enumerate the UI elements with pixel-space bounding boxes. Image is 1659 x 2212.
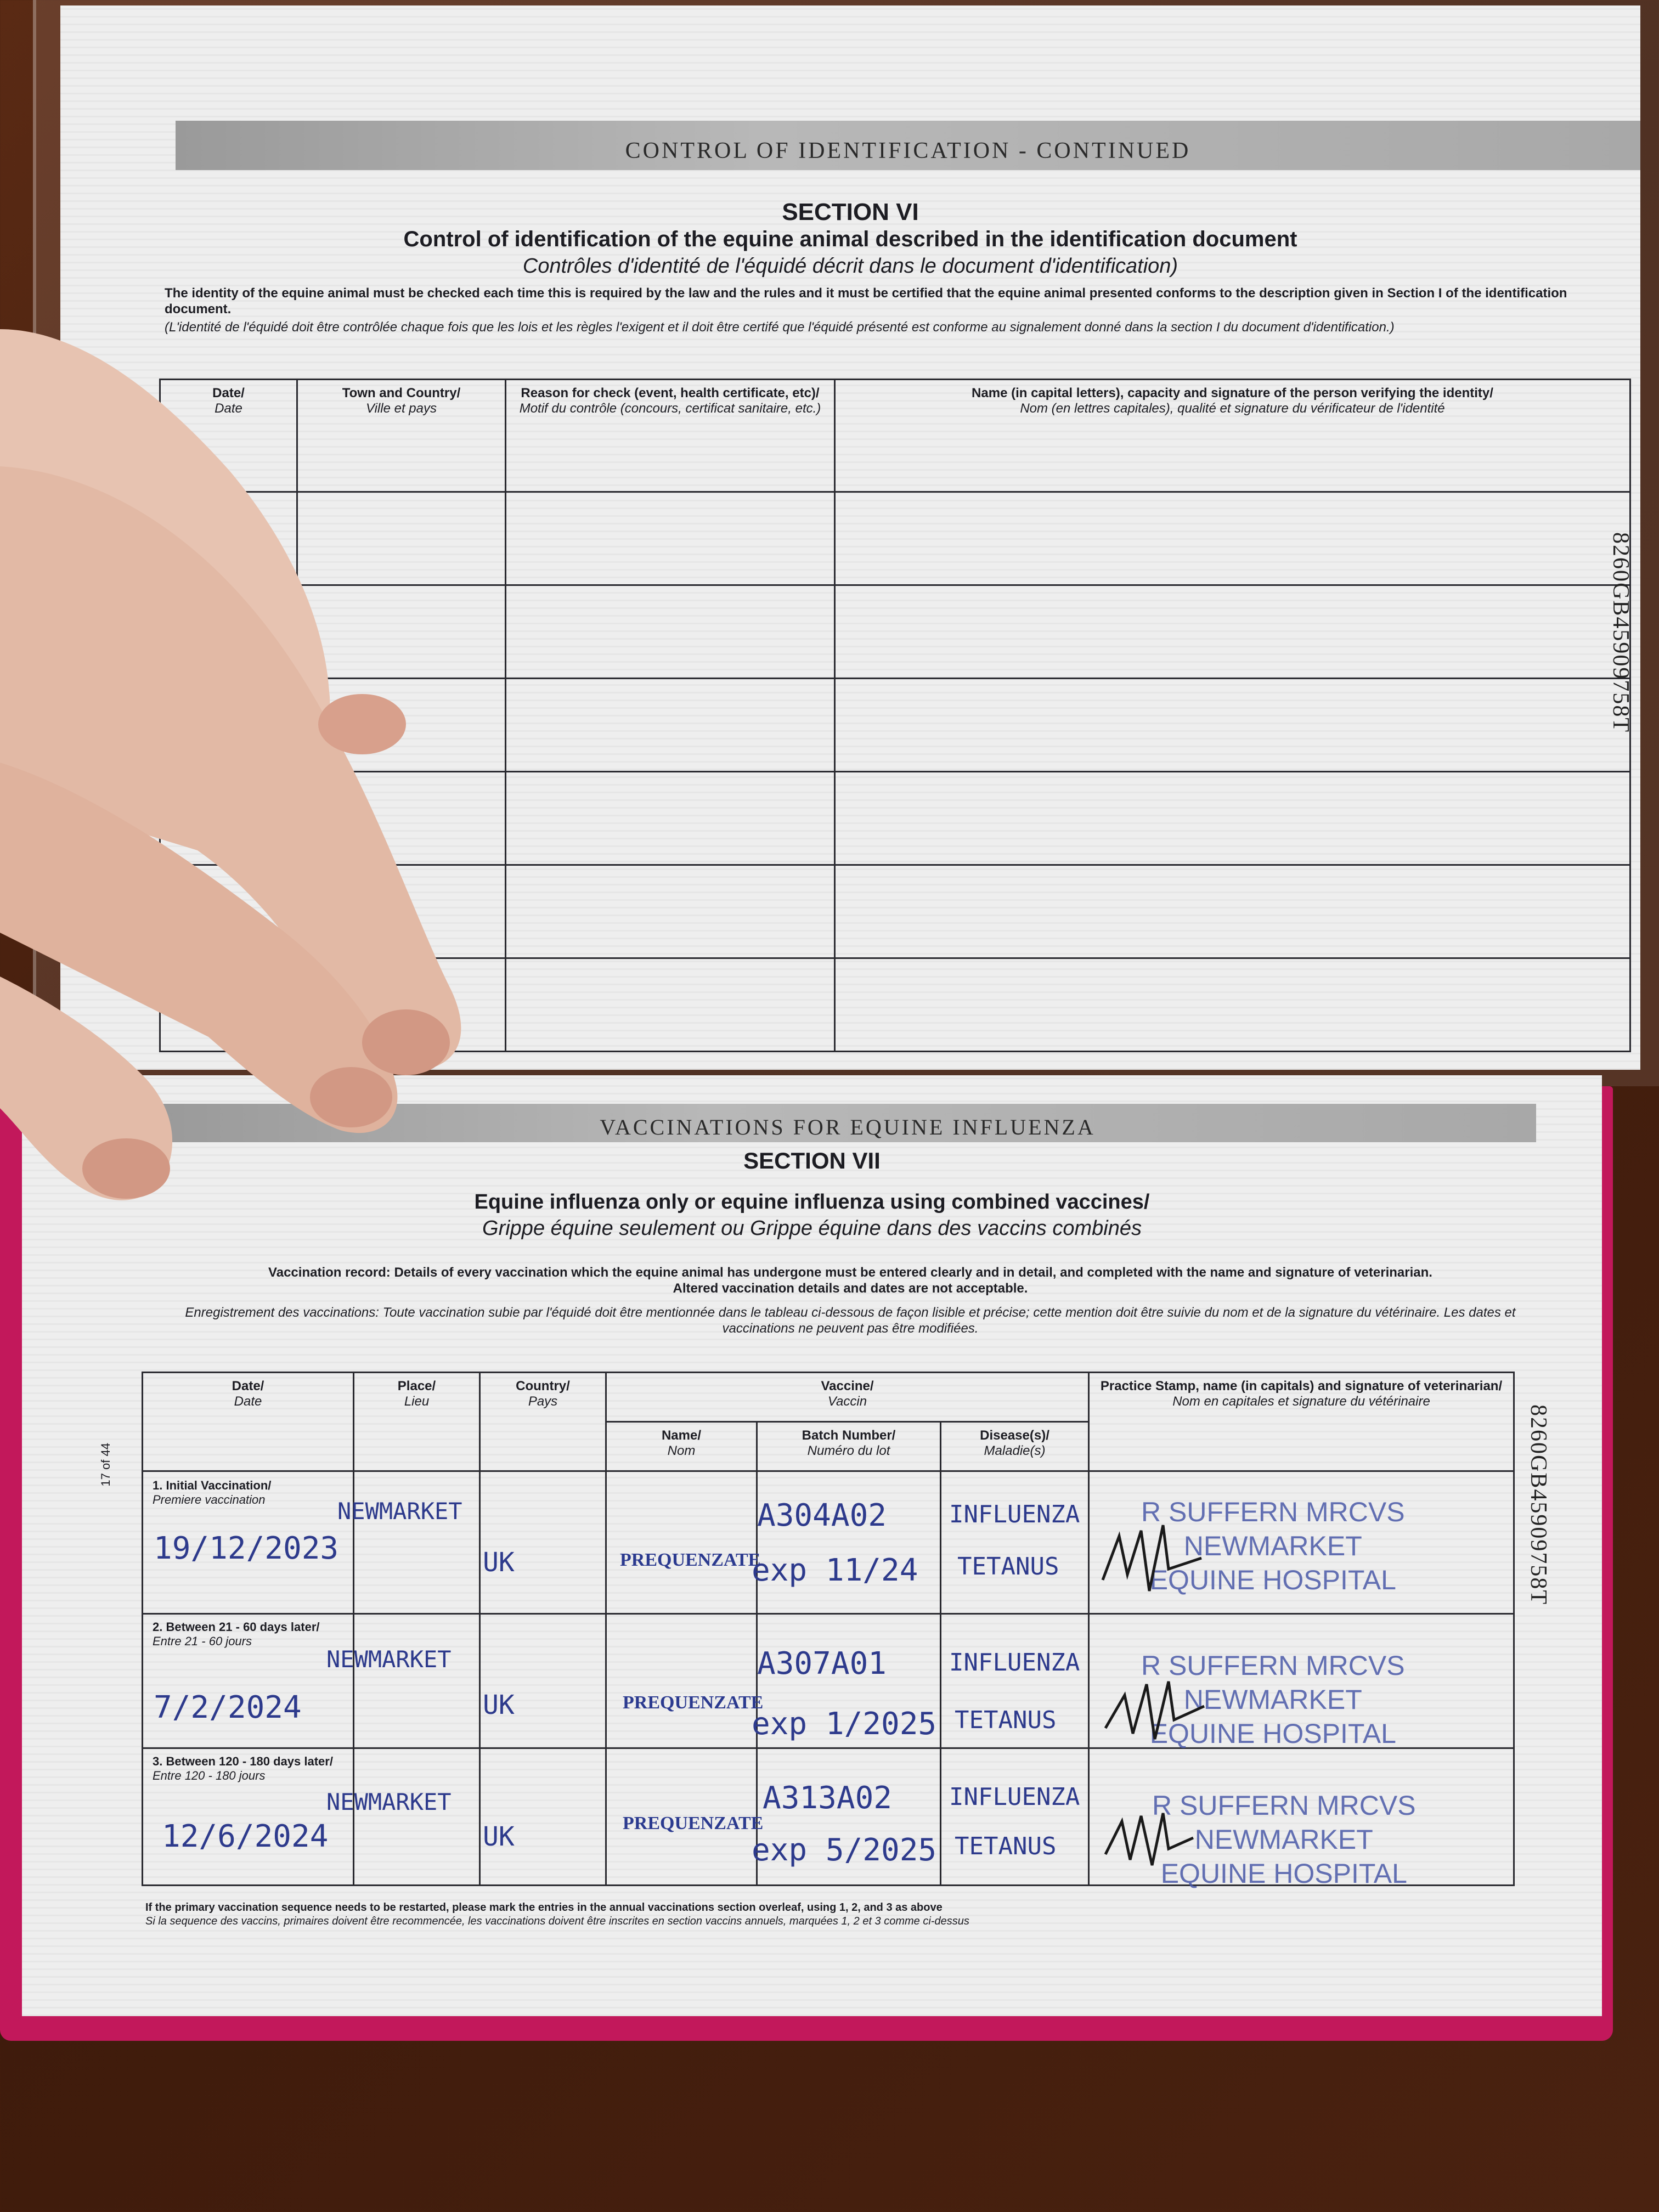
col-disease-header: Disease(s)/ Maladie(s) <box>941 1422 1089 1471</box>
row-3-batch: A313A02 <box>763 1780 893 1816</box>
section-vi-title-fr: Contrôles d'identité de l'équidé décrit dans le document d'identification) <box>522 255 1178 278</box>
row-2-country: UK <box>483 1690 515 1720</box>
section-vi-intro-en: The identity of the equine animal must be checked each time this is required by the law and the rules and it must be certified that the equine animal presented conforms to the description given in Section I of the identification document. <box>165 286 1567 317</box>
col-reason-header: Reason for check (event, health certificate, etc)/ Motif du contrôle (concours, certificat sanitaire, etc.) <box>506 380 835 492</box>
row-1-label: 1. Initial Vaccination/ Premiere vaccination <box>153 1479 272 1506</box>
row-2-disease-1: INFLUENZA <box>949 1649 1080 1677</box>
row-2-signature <box>1100 1668 1210 1756</box>
row-2-date: 7/2/2024 <box>154 1690 302 1725</box>
hand-photo <box>0 307 483 1229</box>
row-2-disease-2: TETANUS <box>955 1706 1057 1734</box>
page-number: 17 of 44 <box>99 1443 112 1487</box>
section-vii-title-en: Equine influenza only or equine influenza using combined vaccines/ <box>474 1190 1150 1214</box>
col-date-header: Date/ Date <box>160 380 297 492</box>
section-vii-intro-en: Vaccination record: Details of every vaccination which the equine animal has undergone must be entered clearly and in detail, and completed with the name and signature of veterinarian. Altered vaccination details and dates are not acceptable. <box>268 1265 1432 1296</box>
row-2-place: NEWMARKET <box>326 1646 452 1673</box>
row-1-place: NEWMARKET <box>337 1498 462 1525</box>
section-vi-banner: CONTROL OF IDENTIFICATION - CONTINUED <box>176 121 1640 170</box>
row-3-place: NEWMARKET <box>326 1788 452 1815</box>
section-vi-passport-number: 8260GB45909758T <box>1608 532 1633 733</box>
col-verifier-header: Name (in capital letters), capacity and signature of the person verifying the identity/ Nom (en lettres capitales), qualité et signature du vérificateur de l'identité <box>835 380 1630 492</box>
row-1-disease-2: TETANUS <box>957 1553 1059 1581</box>
section-vii-banner: VACCINATIONS FOR EQUINE INFLUENZA <box>159 1104 1536 1142</box>
row-2-vaccine: PREQUENZATE <box>623 1692 764 1713</box>
col-place-header: Place/ Lieu <box>354 1373 480 1471</box>
row-3-signature <box>1100 1799 1199 1876</box>
col-date-header: Date/ Date <box>143 1373 354 1471</box>
row-3-country: UK <box>483 1821 515 1852</box>
section-vii-passport-number: 8260GB45909758T <box>1526 1404 1551 1605</box>
row-2-batch: A307A01 <box>757 1646 887 1681</box>
section-vii-title-fr: Grippe équine seulement ou Grippe équine dans des vaccins combinés <box>482 1217 1142 1240</box>
col-vaccine-name-header: Name/ Nom <box>606 1422 757 1471</box>
row-3-expiry: exp 5/2025 <box>752 1832 937 1868</box>
row-1-batch: A304A02 <box>757 1498 887 1533</box>
section-vii-intro-fr: Enregistrement des vaccinations: Toute vaccination subie par l'équidé doit être mentionnée dans le tableau ci-dessous de façon lisible et précise; cette mention doit être suivie du nom et de la signature du vétérinaire. Les dates et vaccinations ne peuvent pas être modifiées. <box>185 1305 1516 1336</box>
row-3-vet-stamp: R SUFFERN MRCVS NEWMARKET EQUINE HOSPITAL <box>1152 1790 1416 1889</box>
row-3-disease-1: INFLUENZA <box>949 1783 1080 1811</box>
row-3-label: 3. Between 120 - 180 days later/ Entre 120 - 180 jours <box>153 1754 333 1782</box>
row-1-signature <box>1097 1514 1207 1602</box>
row-2-label: 2. Between 21 - 60 days later/ Entre 21 - 60 jours <box>153 1620 320 1648</box>
row-3-date: 12/6/2024 <box>162 1819 329 1854</box>
section-vi-title-en: Control of identification of the equine animal described in the identification document <box>403 227 1297 251</box>
footer-note-en: If the primary vaccination sequence needs to be restarted, please mark the entries in the annual vaccinations section overleaf, using 1, 2, and 3 as above <box>145 1901 943 1914</box>
col-country-header: Country/ Pays <box>480 1373 606 1471</box>
col-stamp-header: Practice Stamp, name (in capitals) and signature of veterinarian/ Nom en capitales et signature du vétérinaire <box>1089 1373 1514 1471</box>
col-town-country-header: Town and Country/ Ville et pays <box>297 380 506 492</box>
row-1-expiry: exp 11/24 <box>752 1553 918 1588</box>
row-1-date: 19/12/2023 <box>154 1531 339 1566</box>
section-vi-heading: SECTION VI <box>782 199 919 225</box>
footer-note-fr: Si la sequence des vaccins, primaires doivent être recommencée, les vaccinations doivent être inscrites en section vaccins annuels, marquées 1, 2 et 3 comme ci-dessus <box>145 1915 969 1927</box>
row-2-expiry: exp 1/2025 <box>752 1706 937 1742</box>
row-2-vet-stamp: R SUFFERN MRCVS NEWMARKET EQUINE HOSPITAL <box>1141 1650 1405 1749</box>
section-vi-intro-fr: (L'identité de l'équidé doit être contrôlée chaque fois que les lois et les règles l'exigent et il doit être certifé que l'équidé présenté est conforme au signalement donné dans la section I du document d'identification.) <box>165 320 1395 335</box>
row-3-disease-2: TETANUS <box>955 1832 1057 1860</box>
row-1-vaccine: PREQUENZATE <box>620 1550 761 1570</box>
row-1-vet-stamp: R SUFFERN MRCVS NEWMARKET EQUINE HOSPITAL <box>1141 1497 1405 1595</box>
row-3-vaccine: PREQUENZATE <box>623 1813 764 1833</box>
section-vii-heading: SECTION VII <box>743 1148 881 1173</box>
row-1-disease-1: INFLUENZA <box>949 1500 1080 1528</box>
col-vaccine-header: Vaccine/ Vaccin <box>606 1373 1089 1422</box>
row-1-country: UK <box>483 1547 515 1578</box>
col-batch-header: Batch Number/ Numéro du lot <box>757 1422 941 1471</box>
